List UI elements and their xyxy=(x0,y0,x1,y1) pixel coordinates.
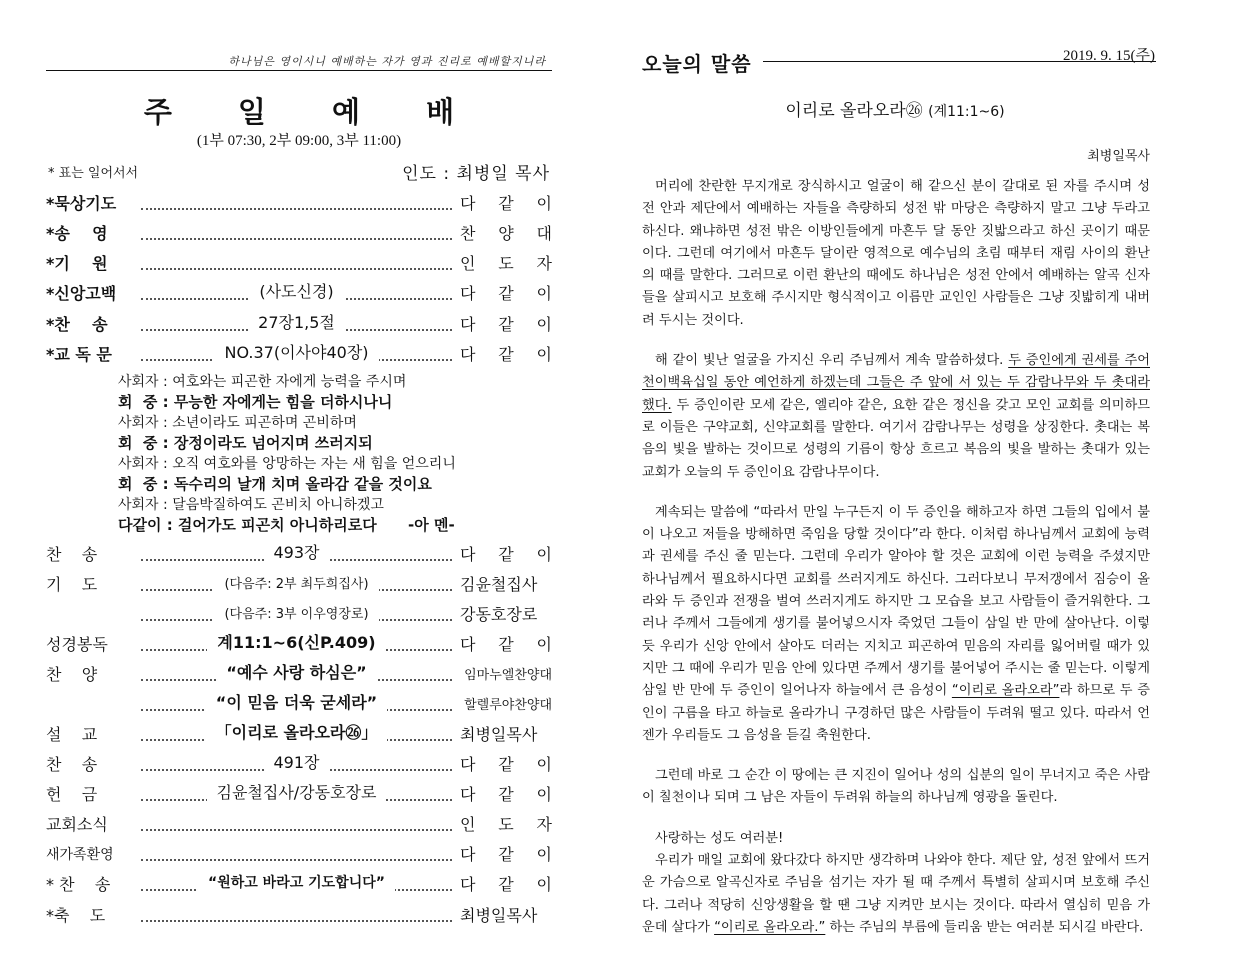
sermon-title xyxy=(640,96,1150,121)
order-row xyxy=(46,539,552,565)
responsive-line: 사회자 : 소년이라도 피곤하며 곤비하며 xyxy=(118,415,357,431)
order-row xyxy=(46,869,552,895)
order-label: *묵상기도 xyxy=(46,194,117,213)
order-row xyxy=(46,278,552,304)
divider xyxy=(46,70,552,71)
order-detail: (다음주: 3부 이우영장로) xyxy=(214,607,378,622)
leader: 인도 : 최병일 목사 xyxy=(402,164,550,184)
paragraph xyxy=(642,350,1150,484)
order-row xyxy=(46,599,552,625)
order-detail: 491장 xyxy=(264,753,330,772)
responsive-line: 회 중 : 무능한 자에게는 힘을 더하시나니 xyxy=(118,393,393,411)
order-who: 다 같 이 xyxy=(460,785,552,804)
text-run: 계속되는 말씀에 “따라서 만일 누구든지 이 두 증인을 해하고자 하면 그들의 입에서 불이 나오고 저들을 방해하면 죽임을 당할 것이다”라 한다. 이처럼 하나님께서 교회에 능력과 권세를 주신 줄 믿는다. 그런데 우리가 알아야 할 것은 교회에 이런 능력을 주셨지만 하나님께서 필요하시다면 교회를 쓰러지게도 하신다. 그러다보니 무저갱에서 짐승이 올라와 두 증인과 전쟁을 벌여 쓰러지게도 하지만 그 모습을 보고 사람들이 즐거워한다. 그러나 주께서 그들에게 생기를 불어넣으시자 죽었던 그들이 삼일 반 만에 살아난다. 이렇듯 우리가 신앙 안에서 살아도 더러는 지치고 피곤하여 믿음의 자리를 잃어버릴 때가 있지만 그 때에 우리가 믿음 안에 있다면 주께서 생기를 불어넣어 주시는 줄 믿는다. 이렇게 삼일 반 만에 두 증인이 일어나자 하늘에서 큰 음성이 xyxy=(642,504,1150,699)
order-label: 찬 송 xyxy=(46,755,98,774)
divider xyxy=(763,61,1156,62)
underlined-text: 두 증인에게 권세를 주어 천이백육십일 동안 예언하게 하겠는데 그들은 주 앞에 서 있는 두 감람나무와 두 촛대라 했다. xyxy=(642,353,1150,413)
responsive-line: 다같이 : 걸어가도 피곤치 아니하리로다 -아 멘- xyxy=(118,516,455,534)
text-run: 하는 주님의 부름에 들리움 받는 여러분 되시길 바란다. xyxy=(825,919,1144,935)
page-title: 주 일 예 배 xyxy=(143,95,483,129)
order-who: 다 같 이 xyxy=(460,194,552,213)
paragraph: 그런데 바로 그 순간 이 땅에는 큰 지진이 일어나 성의 십분의 일이 무너지고 죽은 사람이 칠천이나 되며 그 남은 자들이 두려워 하늘의 하나님께 영광을 돌린다. xyxy=(642,768,1150,806)
order-label: 기 도 xyxy=(46,575,98,594)
dot-leader xyxy=(141,847,452,861)
underlined-text: “이리로 올라오라.” xyxy=(714,919,826,935)
order-detail: 493장 xyxy=(264,543,330,562)
sermon-author: 최병일목사 xyxy=(1087,149,1150,164)
paragraph: 머리에 찬란한 무지개로 장식하시고 얼굴이 해 같으신 분이 갈대로 된 자를 주시며 성전 안과 제단에서 예배하는 자들을 측량하되 성전 밖 마당은 측량하지 말고 그냥 두라고 하신다. 왜냐하면 성전 밖은 이방인들에게 마흔두 달 동안 짓밟으라고 하신 곳이기 때문이다. 그런데 여기에서 마흔두 달이란 영적으로 예수님의 초림 때부터 재림 사이의 환난의 때를 말한다. 그러므로 이런 환난의 때에도 하나님은 성전 안에서 예배하는 알곡 신자들을 살피시고 보호해 주시지만 형식적이고 이름만 교인인 사람들은 그냥 짓밟히게 내버려 두시는 것이다. xyxy=(642,179,1150,328)
order-who: 인 도 자 xyxy=(460,254,552,273)
order-row xyxy=(46,749,552,775)
order-who: 다 같 이 xyxy=(460,545,552,564)
text-run: 라 하므로 두 증인이 구름을 타고 하늘로 올라가니 구경하던 많은 사람들이 두려워 떨고 있다. 따라서 언젠가 우리들도 그 음성을 듣길 축원한다. xyxy=(642,683,1150,743)
sermon-heading: 오늘의 말씀 xyxy=(642,52,752,76)
order-label: *기 원 xyxy=(46,254,108,273)
order-who: 다 같 이 xyxy=(460,755,552,774)
order-row xyxy=(46,569,552,595)
paragraph xyxy=(642,850,1150,939)
order-who: 강동호장로 xyxy=(460,605,538,624)
order-row xyxy=(46,339,552,365)
order-who: 다 같 이 xyxy=(460,845,552,864)
sermon-body xyxy=(642,176,1150,957)
responsive-line: 회 중 : 독수리의 날개 치며 올라감 같을 것이요 xyxy=(118,475,432,493)
order-row xyxy=(46,900,552,926)
order-detail: (다음주: 2부 최두희집사) xyxy=(214,577,378,592)
sermon-page xyxy=(620,0,1238,973)
responsive-line: 회 중 : 장정이라도 넘어지며 쓰러지되 xyxy=(118,434,373,452)
order-label: 헌 금 xyxy=(46,785,98,804)
order-who: 임마누엘찬양대 xyxy=(464,668,552,683)
text-run: 해 같이 빛난 얼굴을 가지신 우리 주님께서 계속 말씀하셨다. xyxy=(655,353,1009,369)
order-who: 최병일목사 xyxy=(460,725,538,744)
order-detail: 계11:1~6(신P.409) xyxy=(207,633,385,652)
responsive-line: 사회자 : 오직 여호와를 앙망하는 자는 새 힘을 얻으리니 xyxy=(118,456,456,472)
order-label: *축 도 xyxy=(46,906,106,925)
order-who: 다 같 이 xyxy=(460,345,552,364)
order-row xyxy=(46,218,552,244)
order-label: 새가족환영 xyxy=(46,847,114,863)
stand-note: * 표는 일어서서 xyxy=(48,166,139,181)
order-row xyxy=(46,309,552,335)
order-label: *신앙고백 xyxy=(46,284,117,303)
order-who: 다 같 이 xyxy=(460,875,552,894)
order-row xyxy=(46,779,552,805)
order-label: * 찬 송 xyxy=(46,875,111,894)
dot-leader xyxy=(141,817,452,831)
date: 2019. 9. 15(주) xyxy=(1063,48,1155,64)
service-times: (1부 07:30, 2부 09:00, 3부 11:00) xyxy=(196,133,402,149)
underlined-text: “이리로 올라오라” xyxy=(951,683,1060,699)
order-detail: 「이리로 올라오라㉖」 xyxy=(206,723,388,742)
responsive-line: 사회자 : 여호와는 피곤한 자에게 능력을 주시며 xyxy=(118,374,407,390)
order-who: 다 같 이 xyxy=(460,315,552,334)
order-detail: “원하고 바라고 기도합니다” xyxy=(198,875,395,891)
order-row xyxy=(46,659,552,685)
order-label: *교 독 문 xyxy=(46,345,112,364)
sermon-title-text: 이리로 올라오라㉖ xyxy=(785,101,923,121)
order-row xyxy=(46,188,552,214)
bulletin-order-page xyxy=(0,0,600,973)
order-label: 교회소식 xyxy=(46,815,108,834)
order-detail: 27장1,5절 xyxy=(248,313,345,332)
order-row xyxy=(46,719,552,745)
paragraph xyxy=(642,502,1150,747)
order-row xyxy=(46,629,552,655)
responsive-line: 사회자 : 달음박질하여도 곤비치 아니하겠고 xyxy=(118,497,384,513)
text-run: 우리가 매일 교회에 왔다갔다 하지만 생각하며 나와야 한다. 제단 앞, 성전 앞에서 뜨거운 가슴으로 알곡신자로 주님을 섬기는 자가 될 때 주께서 특별히 살피시며 보호해 주신다. 그러나 적당히 신앙생활을 할 땐 그냥 지켜만 보시는 것이다. 따라서 열심히 믿음 가운데 살다가 xyxy=(642,853,1150,935)
dot-leader xyxy=(141,226,452,240)
text-run: 두 증인이란 모세 같은, 엘리야 같은, 요한 같은 정신을 갖고 모인 교회를 의미하므로 이들은 구약교회, 신약교회를 말한다. 여기서 감람나무는 성령을 상징한다. 촛대는 복음의 빛을 발하는 것이므로 성령의 기름이 항상 흐르고 복음의 빛을 발하는 촛대가 있는 교회가 오늘의 두 증인이요 감람나무이다. xyxy=(642,397,1150,480)
order-detail: (사도신경) xyxy=(249,282,343,301)
paragraph: 사랑하는 성도 여러분! xyxy=(655,830,784,846)
order-detail: 김윤철집사/강동호장로 xyxy=(207,783,387,802)
dot-leader xyxy=(141,196,452,210)
order-who: 최병일목사 xyxy=(460,906,538,925)
order-row xyxy=(46,839,552,865)
dot-leader xyxy=(141,908,452,922)
order-label: 찬 양 xyxy=(46,665,98,684)
order-row xyxy=(46,248,552,274)
dot-leader xyxy=(141,256,452,270)
order-who: 김윤철집사 xyxy=(460,575,538,594)
order-detail: “이 믿음 더욱 굳세라” xyxy=(206,693,387,712)
order-label: 찬 송 xyxy=(46,545,98,564)
order-row xyxy=(46,689,552,715)
order-who: 인 도 자 xyxy=(460,815,552,834)
order-who: 할렐루야찬양대 xyxy=(464,698,552,713)
order-who: 다 같 이 xyxy=(460,284,552,303)
order-who: 찬 양 대 xyxy=(460,224,552,243)
scripture-reference: (계11:1~6) xyxy=(928,104,1005,120)
order-row xyxy=(46,809,552,835)
order-who: 다 같 이 xyxy=(460,635,552,654)
order-label: *송 영 xyxy=(46,224,108,243)
motto: 하나님은 영이시니 예배하는 자가 영과 진리로 예배할지니라 xyxy=(228,55,546,68)
order-label: 성경봉독 xyxy=(46,635,108,654)
order-label: *찬 송 xyxy=(46,315,108,334)
order-detail: “예수 사랑 하심은” xyxy=(216,663,376,682)
order-label: 설 교 xyxy=(46,725,98,744)
order-detail: NO.37(이사야40장) xyxy=(214,343,378,362)
